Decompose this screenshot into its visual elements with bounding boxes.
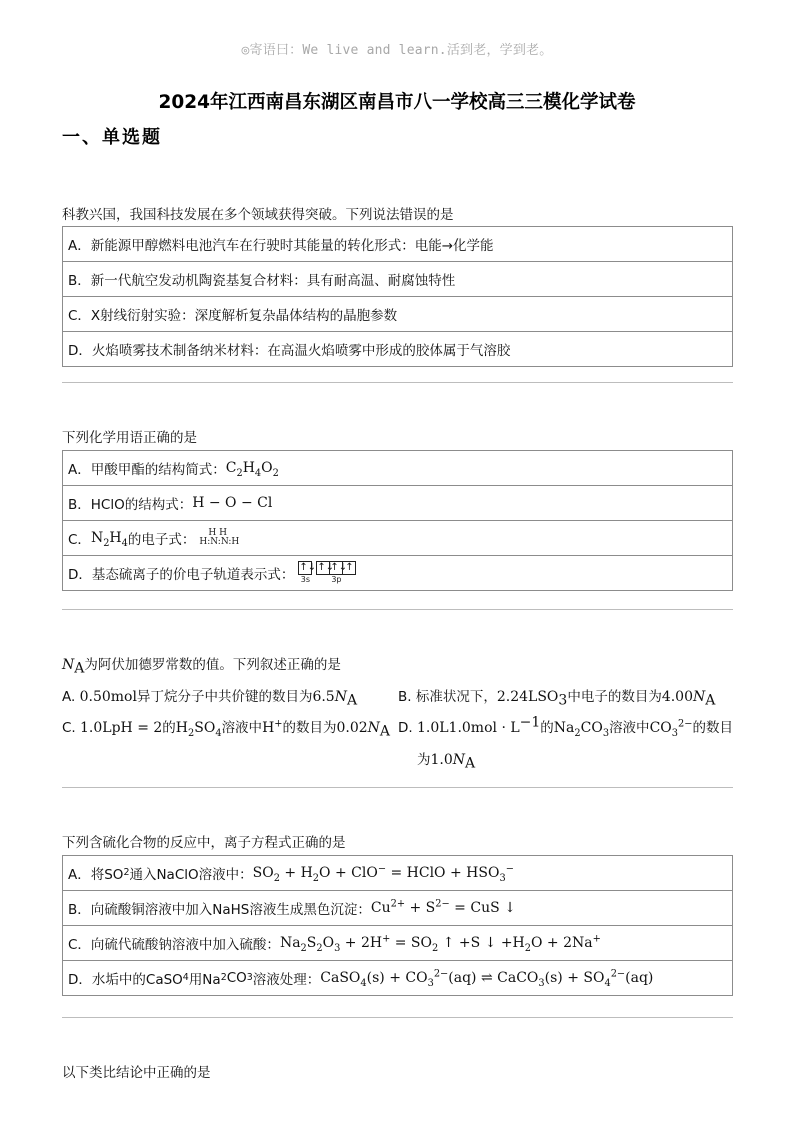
divider: [62, 787, 733, 788]
q2-option-c-compound: $N_2H_4$: [90, 530, 128, 549]
orbital-box: ↑↓: [299, 562, 317, 573]
q4-option-c[interactable]: C．向硫代硫酸钠溶液中加入硫酸： $Na_2S_2O_3 + 2H^+ = SO_2$ ↑ +S ↓ $+H_2O + 2Na^+$: [63, 926, 732, 961]
q3-option-b[interactable]: B. 标准状况下，$2.24LSO_3$中电子的数目为$4.00N_A$: [398, 689, 716, 709]
question-4-options: [62, 855, 733, 996]
electron-formula: H H H:N:N:H: [199, 528, 240, 547]
question-4-stem: 下列含硫化合物的反应中，离子方程式正确的是: [62, 835, 346, 851]
divider: [62, 382, 733, 383]
question-1-stem: 科教兴国，我国科技发展在多个领域获得突破。下列说法错误的是: [62, 207, 454, 223]
q2-option-b-formula: H − O − Cl: [192, 495, 273, 511]
q2-option-d-label: D．基态硫离子的价电子轨道表示式：: [68, 567, 295, 583]
q2-option-b[interactable]: [63, 486, 732, 521]
q2-option-c-prefix: C．: [68, 532, 91, 548]
q4-option-b-equation: $Cu^{2+} + S^{2-}$ = CuS ↓: [370, 898, 516, 916]
q4-option-a-equation: $SO_2 + H_2O + ClO^-$ = HClO + $HSO_3^-$: [252, 863, 514, 884]
q2-option-a[interactable]: [63, 451, 732, 486]
question-1-options: [62, 226, 733, 367]
q4-option-b[interactable]: B．向硫酸铜溶液中加入NaHS溶液生成黑色沉淀： $Cu^{2+} + S^{2-}$ = CuS ↓: [63, 891, 732, 926]
orbital-box: ↑: [342, 561, 356, 575]
q4-option-a[interactable]: A．将SO 2 通入NaClO溶液中： $SO_2 + H_2O + ClO^-$ = HClO + $HSO_3^-$: [63, 856, 732, 891]
q2-option-b-label: B．HClO的结构式：: [68, 497, 193, 513]
question-3-stem: $N_A$为阿伏加德罗常数的值。下列叙述正确的是: [62, 657, 341, 677]
q1-option-b[interactable]: B．新一代航空发动机陶瓷基复合材料：具有耐高温、耐腐蚀特性: [63, 262, 732, 297]
q4-option-c-equation: $Na_2S_2O_3 + 2H^+ = SO_2$ ↑ +S ↓ $+H_2O + 2Na^+$: [279, 933, 601, 954]
watermark-text: ◎寄语曰：We live and learn.活到老，学到老。: [241, 43, 553, 58]
q2-option-a-label: A．甲酸甲酯的结构简式：: [68, 462, 226, 478]
orbital-3p: ↑↓ ↑↓ ↑ 3p: [316, 561, 356, 585]
divider: [62, 609, 733, 610]
question-2-stem: 下列化学用语正确的是: [62, 430, 197, 446]
q4-option-d-equation: CaSO$_4$(s) + $CO_3^{2-}(aq)$ ⇌ CaCO$_3$(s) + $SO_4^{2-}(aq)$: [320, 968, 654, 989]
divider: [62, 1017, 733, 1018]
q2-option-d[interactable]: [63, 556, 732, 591]
q2-option-a-formula: $C_2H_4O_2$: [225, 460, 279, 479]
q2-option-c[interactable]: [63, 521, 732, 556]
orbital-diagram: [298, 561, 360, 585]
q2-option-c-label: 的电子式：: [127, 532, 196, 548]
document-title: 2024年江西南昌东湖区南昌市八一学校高三三模化学试卷: [158, 92, 636, 113]
q4-option-d[interactable]: D．水垢中的CaSO 4 用Na 2 CO 3 溶液处理： CaSO$_4$(s) + $CO_3^{2-}(aq)$ ⇌ CaCO$_3$(s) + $SO_4^{2-}(aq)$: [63, 961, 732, 996]
orbital-3s: ↑↓ 3s: [299, 562, 317, 584]
question-2-options: [62, 450, 733, 591]
q3-option-a[interactable]: A. 0.50mol异丁烷分子中共价键的数目为$6.5N_A$: [62, 689, 358, 709]
q3-option-d[interactable]: D. $1.0L1.0mol \cdot L^{-1}$的$Na_2CO_3$溶液中$CO_3^{2-}$的数目: [398, 714, 733, 739]
orbital-box: ↑↓: [317, 562, 335, 573]
q3-option-c[interactable]: C. 1.0LpH = 2的$H_2SO_4$溶液中H+的数目为$0.02N_A$: [62, 718, 391, 740]
question-5-stem: 以下类比结论中正确的是: [62, 1065, 211, 1081]
section-heading: 一、单选题: [62, 127, 162, 148]
q1-option-a[interactable]: A．新能源甲醇燃料电池汽车在行驶时其能量的转化形式：电能→化学能: [63, 227, 732, 262]
q3-option-d-line2: 为$1.0N_A$: [417, 752, 476, 772]
q1-option-d[interactable]: D．火焰喷雾技术制备纳米材料：在高温火焰喷雾中形成的胶体属于气溶胶: [63, 332, 732, 367]
q1-option-c[interactable]: C．X射线衍射实验：深度解析复杂晶体结构的晶胞参数: [63, 297, 732, 332]
orbital-box: ↑↓: [330, 562, 348, 573]
